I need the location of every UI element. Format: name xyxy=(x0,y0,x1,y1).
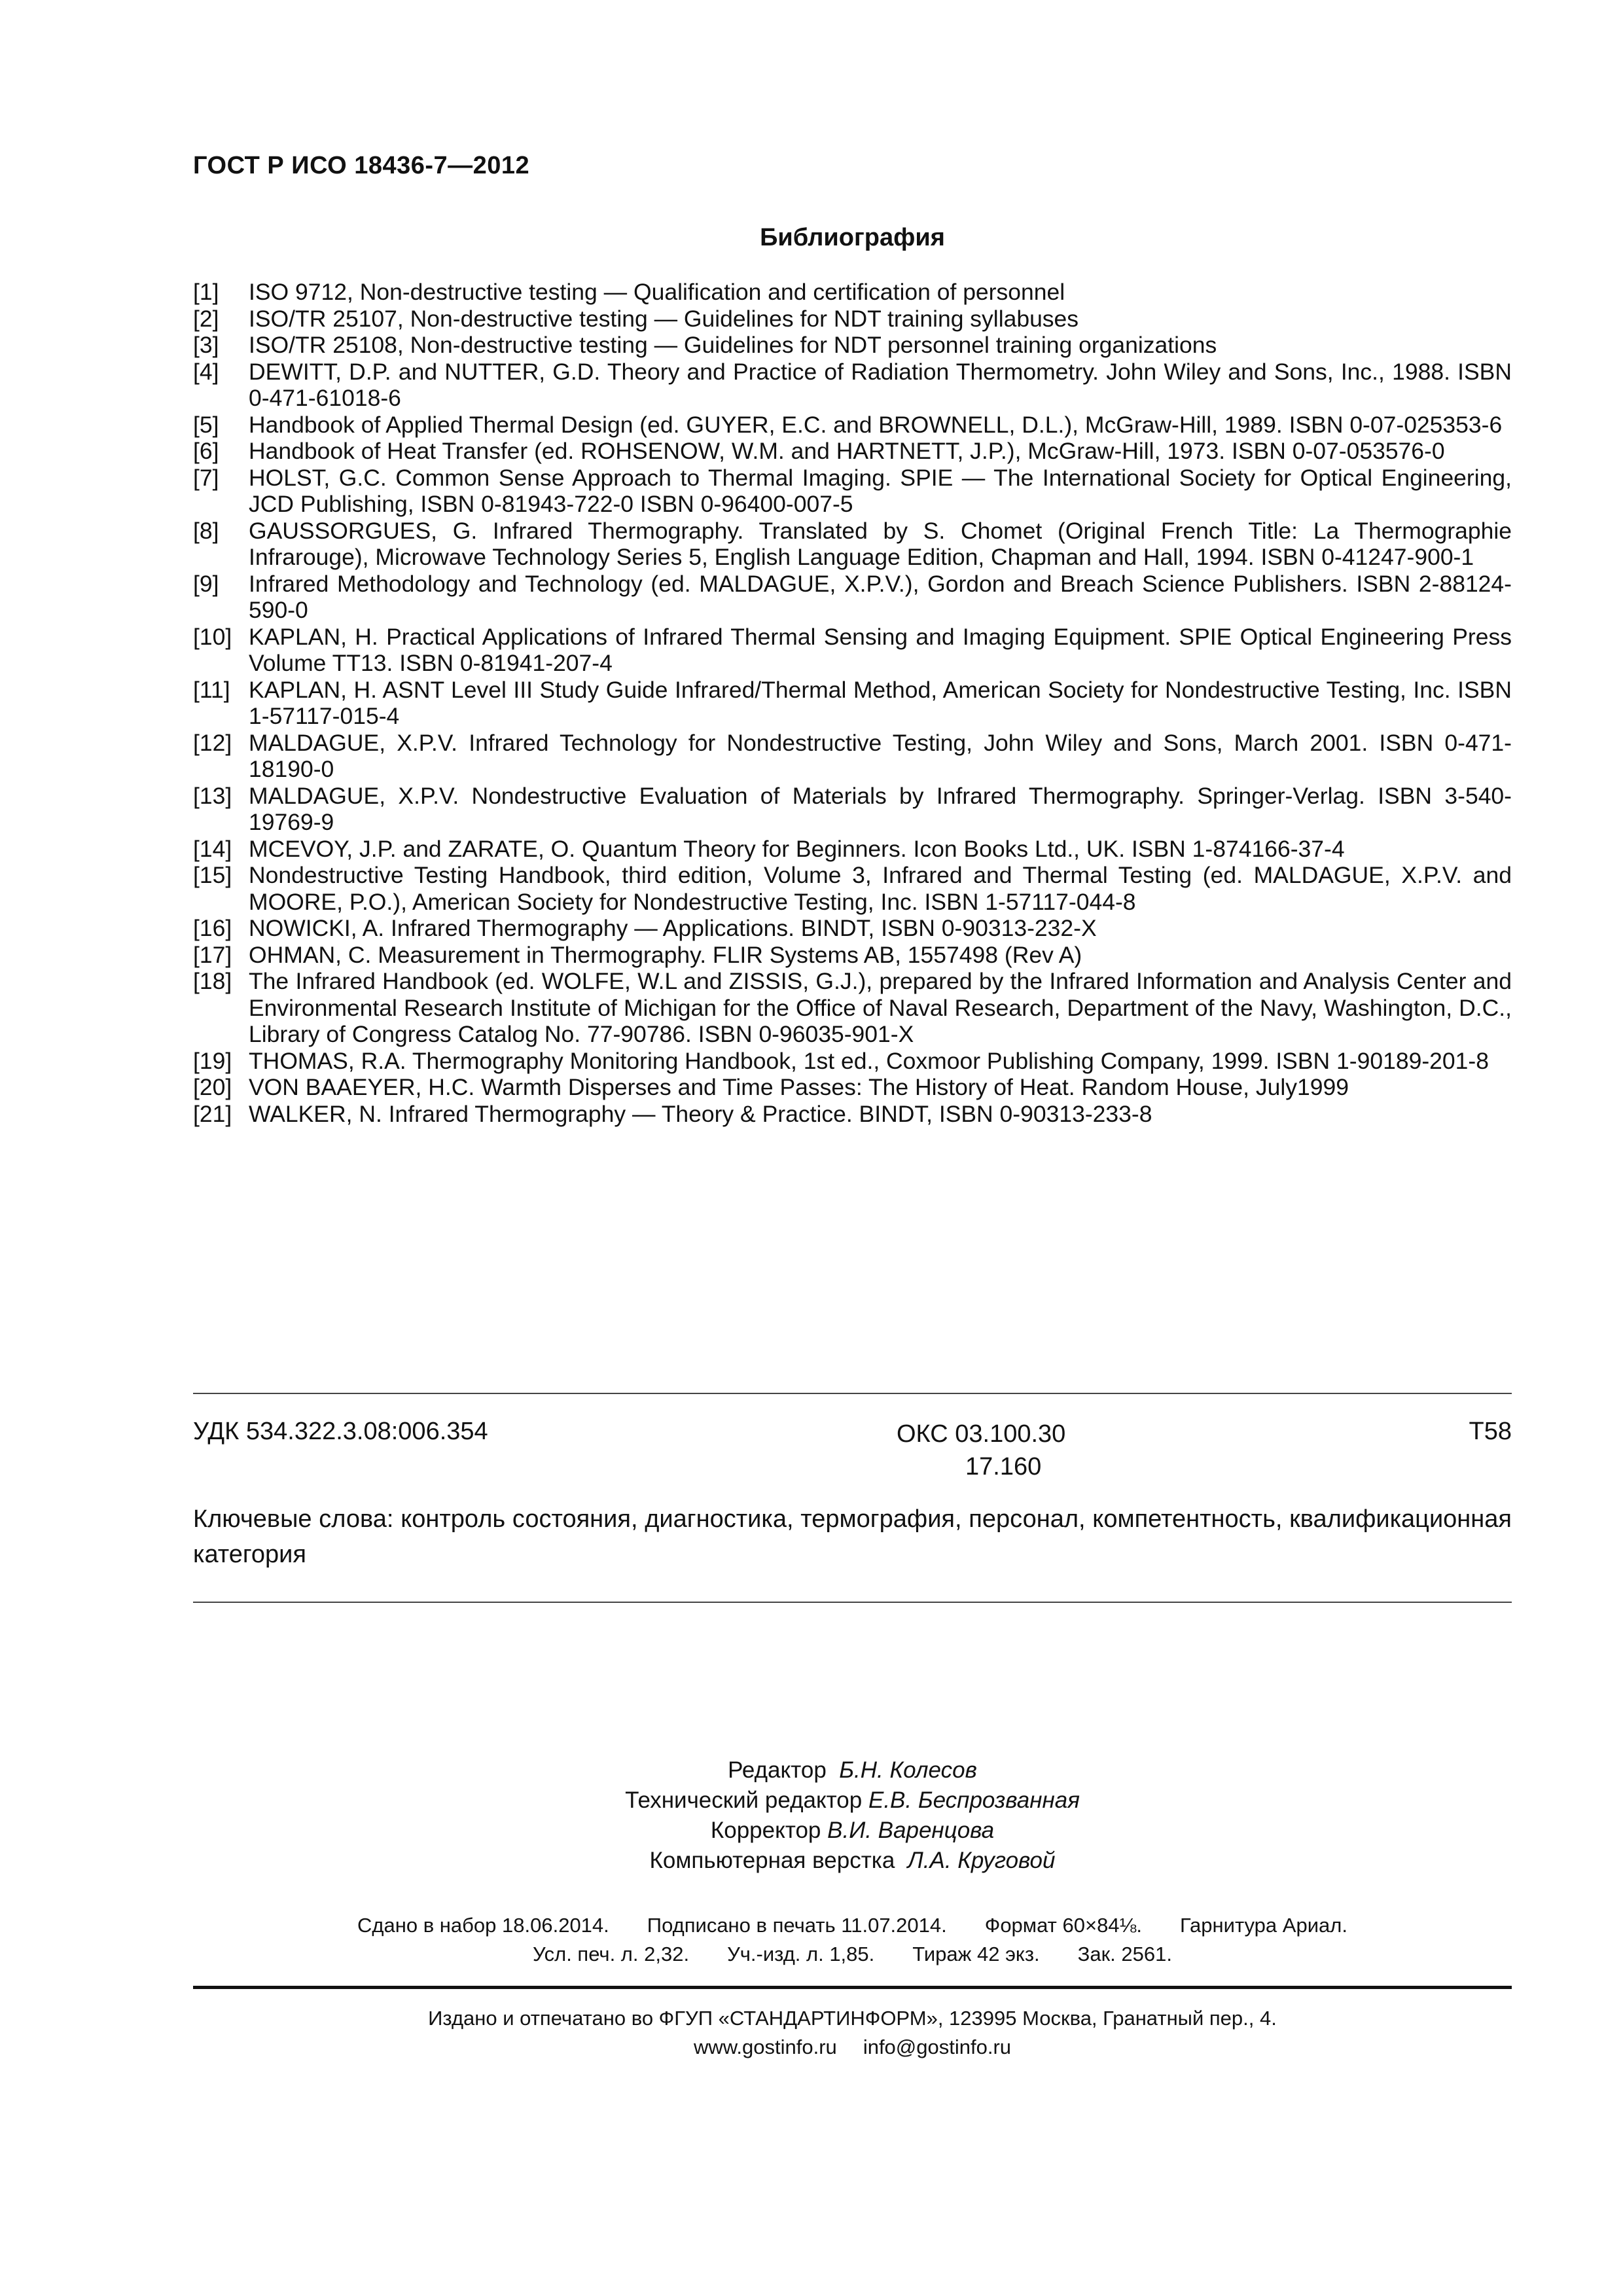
bibliography-item xyxy=(193,279,1512,306)
oks-line-1: ОКС 03.100.30 xyxy=(897,1420,1066,1448)
reference-number: [7] xyxy=(193,464,219,491)
keywords: Ключевые слова: контроль состояния, диагностика, термография, персонал, компетентность, квалификационная категория xyxy=(193,1505,1512,1568)
bibliography-item xyxy=(193,1048,1512,1075)
reference-text: DEWITT, D.P. and NUTTER, G.D. Theory and Practice of Radiation Thermometry. John Wiley and Sons, Inc., 1988. ISBN 0-471-61018-6 xyxy=(249,358,1512,411)
corrector-line xyxy=(193,1816,1512,1846)
editor-name: Б.Н. Колесов xyxy=(839,1757,977,1783)
imprint-pub-sheets: Уч.-изд. л. 1,85. xyxy=(727,1943,875,1965)
reference-number: [8] xyxy=(193,517,219,544)
classification-code: Т58 xyxy=(1469,1418,1512,1445)
reference-text: GAUSSORGUES, G. Infrared Thermography. Translated by S. Chomet (Original French Title: La Thermographie Infrarouge), Microwave Technology Series 5, English Language Edition, Chapman and Hall, 1994. ISBN 0-41247-900-1 xyxy=(249,517,1512,570)
bibliography-title: Библиография xyxy=(760,224,945,251)
bibliography-item xyxy=(193,1074,1512,1101)
reference-text: Nondestructive Testing Handbook, third edition, Volume 3, Infrared and Thermal Testing (ed. MALDAGUE, X.P.V. and MOORE, P.O.), American Society for Nondestructive Testing, Inc. ISBN 1-57117-044-8 xyxy=(249,862,1512,915)
bibliography-item xyxy=(193,862,1512,915)
reference-number: [6] xyxy=(193,438,219,464)
layout-name: Л.А. Круговой xyxy=(907,1848,1056,1873)
oks-line-2: 17.160 xyxy=(965,1453,1042,1480)
layout-label: Компьютерная верстка xyxy=(649,1848,895,1873)
bibliography-item xyxy=(193,624,1512,677)
reference-text: WALKER, N. Infrared Thermography — Theory & Practice. BINDT, ISBN 0-90313-233-8 xyxy=(249,1100,1152,1127)
reference-text: NOWICKI, A. Infrared Thermography — Applications. BINDT, ISBN 0-90313-232-X xyxy=(249,915,1097,941)
reference-text: VON BAAEYER, H.C. Warmth Disperses and Time Passes: The History of Heat. Random House, July1999 xyxy=(249,1074,1349,1100)
standard-header: ГОСТ Р ИСО 18436-7—2012 xyxy=(193,152,530,179)
reference-number: [12] xyxy=(193,729,232,756)
editor-label: Редактор xyxy=(728,1757,827,1783)
imprint-circulation: Тираж 42 экз. xyxy=(912,1943,1040,1965)
reference-number: [15] xyxy=(193,862,232,888)
reference-text: ISO/TR 25107, Non-destructive testing — Guidelines for NDT training syllabuses xyxy=(249,305,1079,332)
bibliography-item xyxy=(193,412,1512,439)
publisher-info xyxy=(193,2004,1512,2062)
reference-text: Handbook of Applied Thermal Design (ed. GUYER, E.C. and BROWNELL, D.L.), McGraw-Hill, 1989. ISBN 0-07-025353-6 xyxy=(249,411,1503,438)
reference-number: [5] xyxy=(193,411,219,438)
reference-number: [13] xyxy=(193,782,232,809)
divider-top xyxy=(193,1393,1512,1394)
bibliography-list xyxy=(193,279,1512,1127)
reference-number: [14] xyxy=(193,835,232,862)
bibliography-item xyxy=(193,518,1512,571)
publisher-website[interactable]: www.gostinfo.ru xyxy=(693,2036,837,2058)
bibliography-item xyxy=(193,783,1512,836)
reference-number: [1] xyxy=(193,279,219,305)
imprint-submitted: Сдано в набор 18.06.2014. xyxy=(357,1914,609,1937)
reference-text: The Infrared Handbook (ed. WOLFE, W.L and ZISSIS, G.J.), prepared by the Infrared Information and Analysis Center and Environmental Research Institute of Michigan for the Office of Naval Research, Department of the Navy, Washington, D.C., Library of Congress Catalog No. 77-90786. ISBN 0-96035-901-X xyxy=(249,968,1512,1047)
reference-number: [4] xyxy=(193,358,219,385)
reference-text: Handbook of Heat Transfer (ed. ROHSENOW, W.M. and HARTNETT, J.P.), McGraw-Hill, 1973. ISBN 0-07-053576-0 xyxy=(249,438,1445,464)
reference-text: ISO/TR 25108, Non-destructive testing — Guidelines for NDT personnel training organizations xyxy=(249,332,1217,358)
reference-text: KAPLAN, H. Practical Applications of Infrared Thermal Sensing and Imaging Equipment. SPIE Optical Engineering Press Volume TT13. ISBN 0-81941-207-4 xyxy=(249,623,1512,676)
reference-number: [17] xyxy=(193,941,232,968)
reference-text: Infrared Methodology and Technology (ed. MALDAGUE, X.P.V.), Gordon and Breach Science Publishers. ISBN 2-88124-590-0 xyxy=(249,570,1512,623)
tech-editor-label: Технический редактор xyxy=(625,1787,863,1813)
reference-number: [18] xyxy=(193,968,232,994)
reference-number: [9] xyxy=(193,570,219,597)
tech-editor-line xyxy=(193,1785,1512,1816)
imprint-line-1 xyxy=(193,1911,1512,1940)
bibliography-item xyxy=(193,836,1512,863)
reference-text: OHMAN, C. Measurement in Thermography. FLIR Systems AB, 1557498 (Rev A) xyxy=(249,941,1082,968)
reference-number: [20] xyxy=(193,1074,232,1100)
divider-bottom xyxy=(193,1986,1512,1989)
imprint-print-sheets: Усл. печ. л. 2,32. xyxy=(532,1943,690,1965)
reference-text: KAPLAN, H. ASNT Level III Study Guide Infrared/Thermal Method, American Society for Nondestructive Testing, Inc. ISBN 1-57117-015-4 xyxy=(249,676,1512,729)
imprint-line-2 xyxy=(193,1940,1512,1969)
reference-text: HOLST, G.C. Common Sense Approach to Thermal Imaging. SPIE — The International Society for Optical Engineering, JCD Publishing, ISBN 0-81943-722-0 ISBN 0-96400-007-5 xyxy=(249,464,1512,517)
bibliography-item xyxy=(193,968,1512,1048)
print-imprint xyxy=(193,1911,1512,1969)
imprint-order: Зак. 2561. xyxy=(1077,1943,1172,1965)
bibliography-item xyxy=(193,359,1512,412)
bibliography-item xyxy=(193,332,1512,359)
publisher-email[interactable]: info@gostinfo.ru xyxy=(863,2036,1012,2058)
reference-text: MCEVOY, J.P. and ZARATE, O. Quantum Theory for Beginners. Icon Books Ltd., UK. ISBN 1-874166-37-4 xyxy=(249,835,1345,862)
reference-number: [10] xyxy=(193,623,232,650)
bibliography-item xyxy=(193,677,1512,730)
bibliography-item xyxy=(193,942,1512,969)
corrector-name: В.И. Варенцова xyxy=(827,1818,995,1843)
corrector-label: Корректор xyxy=(710,1818,821,1843)
reference-text: MALDAGUE, X.P.V. Nondestructive Evaluation of Materials by Infrared Thermography. Springer-Verlag. ISBN 3-540-19769-9 xyxy=(249,782,1512,835)
imprint-signed: Подписано в печать 11.07.2014. xyxy=(647,1914,947,1937)
reference-number: [21] xyxy=(193,1100,232,1127)
publisher-contacts xyxy=(193,2033,1512,2062)
bibliography-item xyxy=(193,730,1512,783)
divider-middle xyxy=(193,1602,1512,1603)
bibliography-item xyxy=(193,438,1512,465)
editorial-staff xyxy=(193,1755,1512,1876)
reference-text: MALDAGUE, X.P.V. Infrared Technology for Nondestructive Testing, John Wiley and Sons, March 2001. ISBN 0-471-18190-0 xyxy=(249,729,1512,782)
reference-text: THOMAS, R.A. Thermography Monitoring Handbook, 1st ed., Coxmoor Publishing Company, 1999. ISBN 1-90189-201-8 xyxy=(249,1047,1489,1074)
reference-number: [16] xyxy=(193,915,232,941)
reference-text: ISO 9712, Non-destructive testing — Qualification and certification of personnel xyxy=(249,279,1065,305)
publisher-line: Издано и отпечатано во ФГУП «СТАНДАРТИНФОРМ», 123995 Москва, Гранатный пер., 4. xyxy=(428,2007,1277,2030)
bibliography-item xyxy=(193,571,1512,624)
reference-number: [2] xyxy=(193,305,219,332)
imprint-format: Формат 60×84⅛. xyxy=(984,1914,1143,1937)
reference-number: [19] xyxy=(193,1047,232,1074)
imprint-font: Гарнитура Ариал. xyxy=(1180,1914,1347,1937)
oks-code xyxy=(897,1418,1065,1483)
editor-line xyxy=(193,1755,1512,1785)
layout-line xyxy=(193,1846,1512,1876)
tech-editor-name: Е.В. Беспрозванная xyxy=(868,1787,1080,1813)
bibliography-item xyxy=(193,306,1512,332)
bibliography-item xyxy=(193,915,1512,942)
bibliography-item xyxy=(193,1101,1512,1128)
bibliography-item xyxy=(193,465,1512,518)
reference-number: [11] xyxy=(193,676,230,703)
udc-code: УДК 534.322.3.08:006.354 xyxy=(193,1418,488,1445)
reference-number: [3] xyxy=(193,332,219,358)
